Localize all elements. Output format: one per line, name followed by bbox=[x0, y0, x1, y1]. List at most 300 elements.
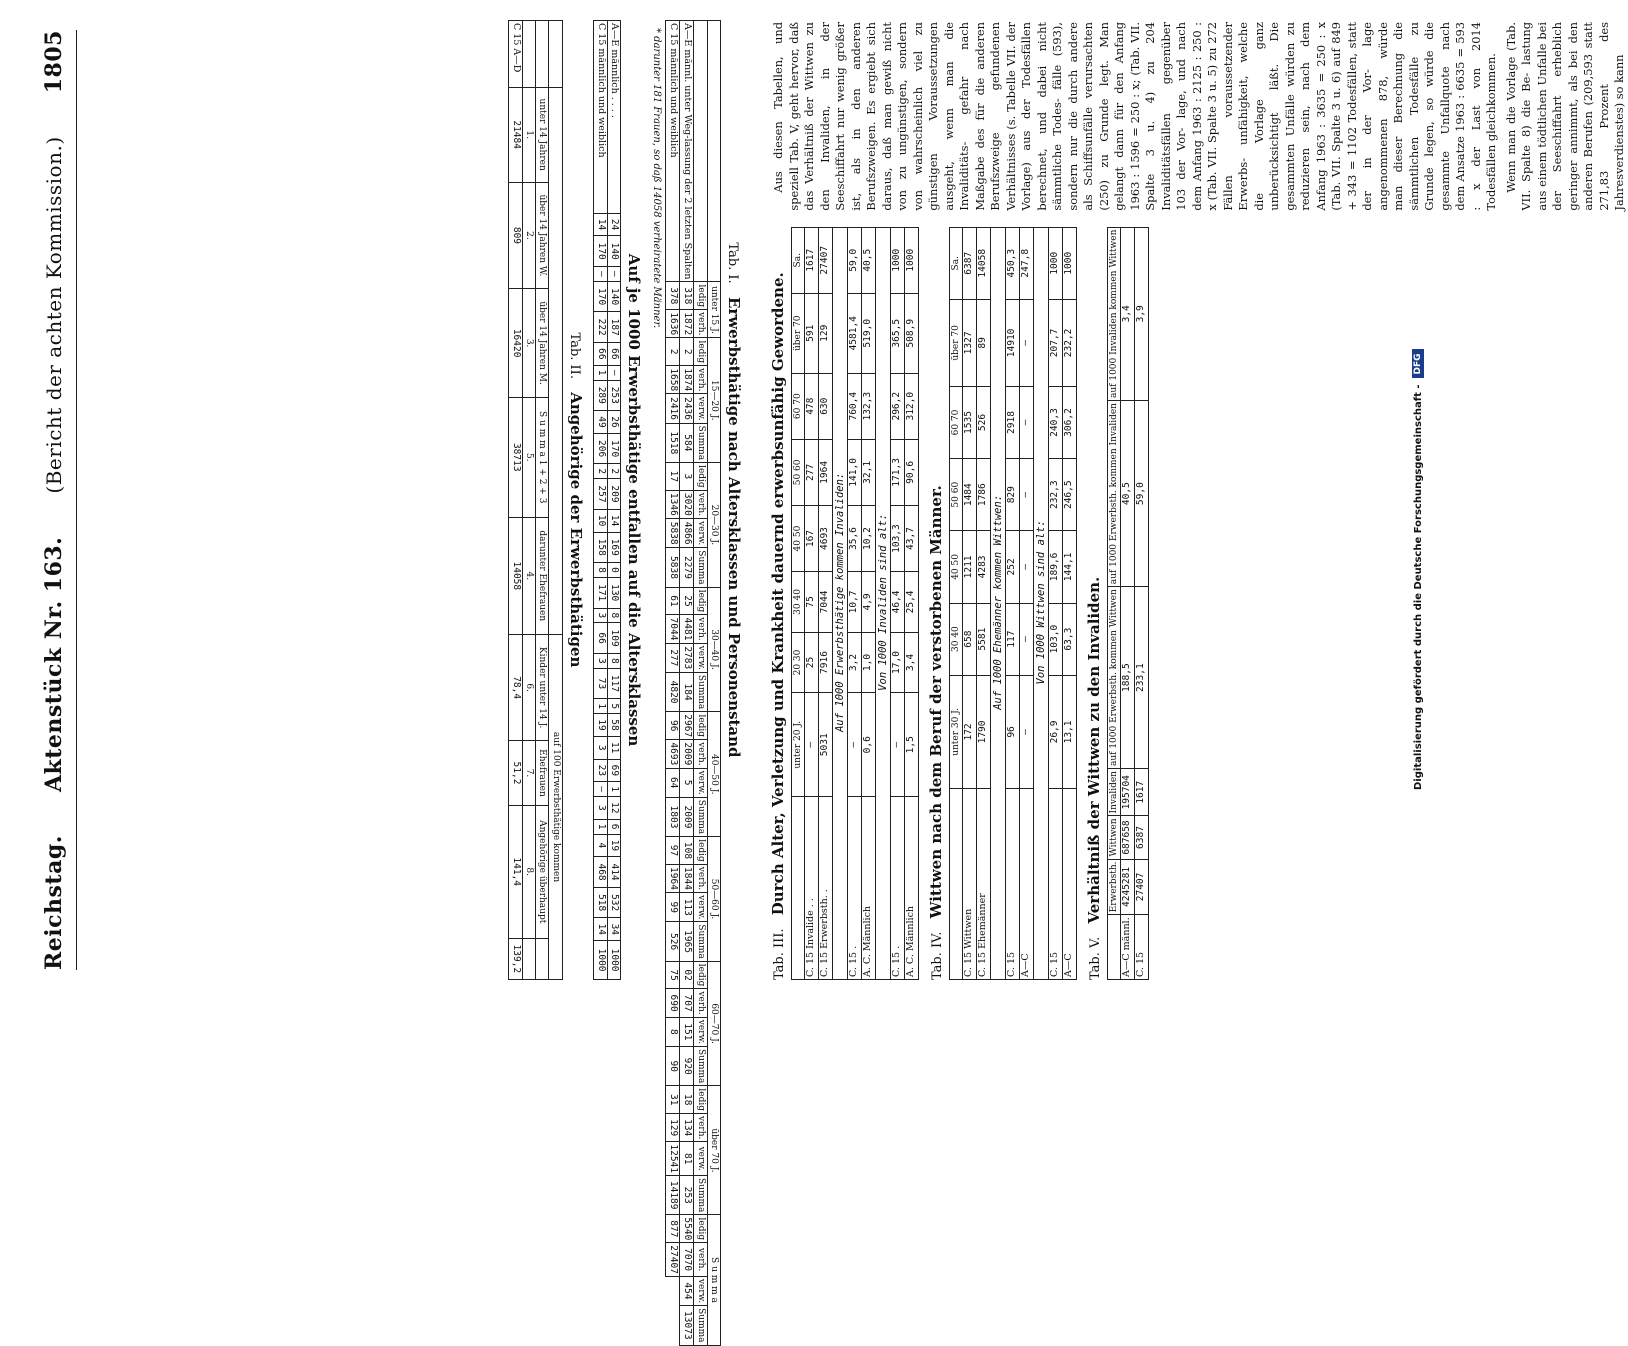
column-number: 6. bbox=[522, 635, 535, 741]
table-cell: 4 bbox=[593, 834, 607, 857]
table-cell: — bbox=[593, 782, 607, 797]
table-cell: 414 bbox=[607, 857, 621, 888]
table-cell: 8 bbox=[666, 1017, 680, 1046]
row-label: A. C. Männlich bbox=[862, 797, 876, 980]
table-cell: 1964 bbox=[819, 439, 833, 505]
table-cell: 3 bbox=[593, 608, 607, 623]
table-cell: 207,7 bbox=[1049, 299, 1063, 386]
table-header-row bbox=[535, 21, 548, 980]
column-header: Summa bbox=[694, 423, 707, 462]
column-header: Kinder unter 14 J. bbox=[535, 635, 548, 741]
table-cell: 4,9 bbox=[862, 572, 876, 633]
table-cell: 7044 bbox=[819, 572, 833, 633]
tab3-title bbox=[769, 227, 787, 980]
column-header: 60 70 bbox=[792, 373, 805, 439]
column-group-header: 50—60 J. bbox=[707, 837, 720, 962]
column-group-header: 40—50 J. bbox=[707, 712, 720, 837]
table-cell: 4820 bbox=[666, 672, 680, 711]
row-label: C 15 männlich und weiblich bbox=[666, 21, 680, 282]
table-cell: 43,7 bbox=[905, 505, 919, 571]
table-cell: 760,4 bbox=[848, 373, 862, 439]
table-cell: 1346 bbox=[666, 490, 680, 518]
table-cell: 16420 bbox=[508, 289, 522, 398]
table-cell: 222 bbox=[593, 312, 607, 343]
table-cell: 14189 bbox=[666, 1176, 680, 1215]
column-header: Sa. bbox=[950, 227, 963, 299]
table-cell: 141,0 bbox=[848, 439, 862, 505]
column-header: 20 30 bbox=[792, 632, 805, 693]
column-number-row bbox=[522, 21, 535, 980]
table-cell: 2279 bbox=[680, 548, 694, 587]
row-label: A—E männl. unter Weg-lassung der 2 letzten Spalten bbox=[680, 21, 694, 282]
column-header: 60 70 bbox=[950, 386, 963, 458]
table-cell: 4693 bbox=[819, 505, 833, 571]
column-header: verh. bbox=[694, 1243, 707, 1277]
table-cell: 171 bbox=[593, 577, 607, 608]
table-cell: 38713 bbox=[508, 397, 522, 517]
tab5-heading: Verhältniß der Wittwen zu den Invaliden. bbox=[1085, 576, 1103, 924]
table-cell: 1964 bbox=[666, 864, 680, 892]
table-cell: 40,5 bbox=[862, 227, 876, 293]
table-cell: 296,2 bbox=[891, 373, 905, 439]
table-cell: 169 bbox=[607, 532, 621, 563]
column-header: S u m m a 1 + 2 + 3 bbox=[535, 397, 548, 517]
table-cell: 19 bbox=[607, 834, 621, 857]
table-cell: 209 bbox=[607, 479, 621, 510]
table-corner bbox=[950, 789, 963, 980]
table-cell: 24 bbox=[607, 213, 621, 236]
table-cell: 26,9 bbox=[1049, 675, 1063, 788]
table-cell: 1000 bbox=[905, 227, 919, 293]
table-cell: 02 bbox=[680, 961, 694, 989]
tab3-label: Tab. III. bbox=[772, 928, 787, 980]
row-label: A—C bbox=[1020, 789, 1034, 980]
table-cell: — bbox=[1020, 299, 1034, 386]
table-row bbox=[607, 21, 621, 980]
column-header: verw. bbox=[694, 893, 707, 922]
table-cell: 4245281 bbox=[1121, 859, 1135, 915]
tab1-label: Tab. I. bbox=[725, 242, 740, 284]
table-cell: 232,2 bbox=[1063, 299, 1077, 386]
body-text bbox=[771, 22, 1626, 211]
table-cell: 1,0 bbox=[862, 632, 876, 693]
table-cell: 2 bbox=[607, 464, 621, 479]
column-group-header: 15—20 J. bbox=[707, 338, 720, 463]
table-cell: 184 bbox=[680, 672, 694, 711]
table-cell: 103,3 bbox=[891, 505, 905, 571]
column-header: Ehefrauen bbox=[535, 741, 548, 806]
table-row bbox=[508, 21, 522, 980]
table-cell: 690 bbox=[666, 989, 680, 1017]
tab1-table bbox=[665, 20, 721, 1346]
table-cell: 1327 bbox=[963, 299, 977, 386]
table-corner bbox=[792, 797, 805, 980]
table-cell: 7044 bbox=[666, 615, 680, 643]
column-header: Invaliden bbox=[1108, 769, 1121, 816]
table-cell: 454 bbox=[680, 1276, 694, 1305]
table-cell: 8 bbox=[607, 608, 621, 623]
row-label: A—C männl. bbox=[1121, 915, 1135, 980]
table-row bbox=[1020, 227, 1034, 979]
table-cell: 1872 bbox=[680, 310, 694, 338]
table-corner bbox=[549, 21, 562, 88]
table-cell: 378 bbox=[666, 282, 680, 310]
table-cell: — bbox=[848, 693, 862, 797]
table-cell: 1000 bbox=[1063, 227, 1077, 299]
table-cell: 312,0 bbox=[905, 373, 919, 439]
table-cell: 3,4 bbox=[1121, 227, 1135, 400]
table-header-row bbox=[1108, 227, 1121, 979]
column-header: 30 40 bbox=[950, 603, 963, 675]
table-cell: 167 bbox=[805, 505, 819, 571]
row-label: A. C. Männlich bbox=[905, 797, 919, 980]
table-cell: 4866 bbox=[680, 519, 694, 548]
column-group-header: S u m m a bbox=[707, 1215, 720, 1345]
table-cell: 75 bbox=[666, 961, 680, 989]
column-header: verw. bbox=[694, 1142, 707, 1176]
table-caption-row bbox=[1034, 227, 1049, 979]
table-cell: 90,6 bbox=[905, 439, 919, 505]
table-cell: 3,4 bbox=[905, 632, 919, 693]
column-header: Angehörige überhaupt bbox=[535, 805, 548, 938]
table-cell: 468 bbox=[593, 857, 607, 888]
table-cell: 7916 bbox=[819, 632, 833, 693]
tab5-label: Tab. V. bbox=[1088, 936, 1103, 980]
table-cell: 246,5 bbox=[1063, 459, 1077, 531]
column-number bbox=[522, 938, 535, 979]
column-header: ledig bbox=[694, 961, 707, 989]
table-cell: 141,4 bbox=[508, 805, 522, 938]
column-group-header: unter 15 J. bbox=[707, 282, 720, 338]
table-cell: 4581,4 bbox=[848, 293, 862, 373]
tab3-table bbox=[791, 227, 919, 980]
tab3-heading: Durch Alter, Verletzung und Krankheit dauernd erwerbsunfähig Gewordene. bbox=[769, 272, 787, 916]
column-group-header: 20—30 J. bbox=[707, 463, 720, 588]
table-caption-row bbox=[876, 227, 891, 979]
table-cell: 10,7 bbox=[848, 572, 862, 633]
column-header: verw. bbox=[694, 768, 707, 797]
table-cell: 171,3 bbox=[891, 439, 905, 505]
table-cell: 1000 bbox=[593, 941, 607, 980]
column-header: Summa bbox=[694, 922, 707, 961]
tab2-section bbox=[508, 20, 585, 980]
table-cell: — bbox=[1020, 675, 1034, 788]
tab4-title bbox=[927, 227, 945, 980]
column-group-header: über 70 J. bbox=[707, 1086, 720, 1215]
header-rule bbox=[76, 30, 77, 970]
table-cell: 1 bbox=[607, 782, 621, 797]
table-cell: 1484 bbox=[963, 459, 977, 531]
table-row bbox=[1063, 227, 1077, 979]
column-header: Wittwen bbox=[1108, 816, 1121, 859]
table-cell: 277 bbox=[666, 643, 680, 672]
table-cell: 508,9 bbox=[905, 293, 919, 373]
table-cell: 134 bbox=[680, 1114, 694, 1142]
table-cell: 32,1 bbox=[862, 439, 876, 505]
table-cell: 40,5 bbox=[1121, 401, 1135, 587]
table-cell: 532 bbox=[607, 887, 621, 918]
table-cell: 809 bbox=[508, 182, 522, 289]
column-header: Summa bbox=[694, 1306, 707, 1345]
tab5-section bbox=[1085, 227, 1149, 980]
column-header: verh. bbox=[694, 864, 707, 892]
table-cell: 2967 bbox=[680, 712, 694, 740]
table-cell: 170 bbox=[607, 433, 621, 464]
tab1-title bbox=[725, 20, 743, 980]
table-cell: 140 bbox=[607, 236, 621, 267]
table-cell: 64 bbox=[666, 768, 680, 797]
column-header: über 14 Jahren M. bbox=[535, 289, 548, 398]
column-header: verh. bbox=[694, 1114, 707, 1142]
table-row bbox=[593, 21, 607, 980]
table-cell: 81 bbox=[680, 1142, 694, 1176]
table-corner bbox=[522, 21, 535, 88]
table-cell: 78,4 bbox=[508, 635, 522, 741]
column-header: ledig bbox=[694, 712, 707, 740]
column-number: 7. bbox=[522, 741, 535, 806]
column-header: ledig bbox=[694, 338, 707, 366]
column-header bbox=[535, 938, 548, 979]
table-cell: 89 bbox=[977, 299, 991, 386]
table-cell: 247,8 bbox=[1020, 227, 1034, 299]
table-cell: 26 bbox=[607, 411, 621, 434]
table-cell: 130 bbox=[607, 577, 621, 608]
column-number: 1. bbox=[522, 87, 535, 182]
body-paragraph-1: Aus diesen Tabellen, und speziell Tab. V, geht hervor, daß das Verhältniß der Wittwen zu den Invaliden, in der Seeschiffahrt nur wenig größer ist, als in den anderen Berufszweigen. Es ergiebt sich daraus, daß man gewiß nicht von zu ungünstigen, sondern von wahrscheinlich viel zu günstigen Voraussetzungen ausgeht, wenn man die Invaliditäts- gefahr nach Maßgabe des für die anderen Berufszweige gefundenen Verhältnisses (s. Tabelle VII. der Vorlage) aus der Todesfällen berechnet, und dabei nicht sämmtliche Todes- fälle (593), sondern nur die durch andere als Schiffsunfälle verursachten (250) zu Grunde legt. Man gelangt dann für den Anfang 1963 : 1596 = 250 : x; (Tab. VII. Spalte 3 u. 4) zu 204 Invaliditätsfällen gegenüber 103 der Vor- lage, und nach dem Anfang 1963 : 2125 : 250 : x (Tab. VII. Spalte 3 u. 5) zu 272 Fällen voraussetzender Erwerbs- unfähigkeit, welche die Vorlage ganz unberücksichtigt läßt. Die gesammten Unfälle würden zu reduzieren sein, nach dem Anfang 1963 : 3635 = 250 : x (Tab. VII. Spalte 3 u. 6) auf 849 + 343 = 1102 Todesfällen, statt der in der Vor- lage angenommenen 878, würde man dieser Berechnung die sämmtlichen Todesfälle zu Grunde legen, so würde die gesammte Unfallquote nach dem Ansatze 1963 : 6635 = 593 : x der Last von 2014 Todesfällen gleichkommen. bbox=[771, 22, 1498, 211]
table-cell: 18 bbox=[680, 1086, 694, 1114]
row-label: A—E männlich . . . . bbox=[607, 21, 621, 214]
table-cell: — bbox=[891, 693, 905, 797]
table-cell: 1617 bbox=[1135, 769, 1149, 816]
table-cell: 49 bbox=[593, 411, 607, 434]
tab1-footnote: * darunter 181 Frauen, so daß 14058 verheiratete Männer. bbox=[651, 28, 663, 329]
table-cell: 1803 bbox=[666, 797, 680, 836]
tab1b-title: Auf je 1000 Erwerbsthätige entfallen auf die Altersklassen bbox=[625, 253, 644, 747]
table-cell: 132,3 bbox=[862, 373, 876, 439]
column-header: ledig bbox=[694, 1086, 707, 1114]
table-cell: 3 bbox=[593, 736, 607, 759]
table-cell: 232,3 bbox=[1049, 459, 1063, 531]
table-cell: 12 bbox=[607, 797, 621, 820]
body-paragraph-2: Wenn man die Vorlage (Tab. VII. Spalte 8) die Be- lastung aus einem tödtlichen Unfalle bei der Seeschiffahrt erheblich geringer annimmt, als bei den anderen Berufen (209,593 statt 271,83 Prozent des Jahresverdienstes) so kann bbox=[1503, 22, 1626, 211]
table-cell: — bbox=[1020, 386, 1034, 458]
table-cell: 1790 bbox=[977, 675, 991, 788]
column-header: unter 30 J. bbox=[950, 675, 963, 788]
table-cell: 59,0 bbox=[848, 227, 862, 293]
table-row bbox=[805, 227, 819, 979]
dfg-logo: DFG bbox=[1412, 349, 1424, 378]
table-cell: 8 bbox=[607, 653, 621, 668]
table-cell: 27407 bbox=[1135, 859, 1149, 915]
column-header: verw. bbox=[694, 519, 707, 548]
table-cell: 253 bbox=[607, 380, 621, 411]
table-cell: 630 bbox=[819, 373, 833, 439]
table-cell: 2009 bbox=[680, 740, 694, 768]
table-cell: 2416 bbox=[666, 394, 680, 423]
row-label: C. 15 Ehemänner bbox=[977, 789, 991, 980]
table-corner bbox=[707, 21, 720, 282]
header-commission: (Bericht der achten Kommission.) bbox=[42, 136, 66, 494]
table-cell: 113 bbox=[680, 893, 694, 922]
column-header: ledig bbox=[694, 587, 707, 615]
column-header: 40 50 bbox=[792, 505, 805, 571]
table-cell: 13073 bbox=[680, 1306, 694, 1345]
table-row bbox=[1135, 227, 1149, 979]
row-caption: Auf 1000 Ehemänner kommen Wittwen: bbox=[991, 227, 1006, 979]
table-cell: 0,6 bbox=[862, 693, 876, 797]
table-cell: 707 bbox=[680, 989, 694, 1017]
table-cell: 14 bbox=[593, 213, 607, 236]
table-row bbox=[862, 227, 876, 979]
tab5-title bbox=[1085, 227, 1103, 980]
table-cell: 518 bbox=[593, 887, 607, 918]
table-cell: 1000 bbox=[891, 227, 905, 293]
table-cell: 277 bbox=[805, 439, 819, 505]
column-header: verw. bbox=[694, 1017, 707, 1046]
table-cell: 66 bbox=[593, 623, 607, 654]
column-header: Summa bbox=[694, 548, 707, 587]
table-cell: 1786 bbox=[977, 459, 991, 531]
table-cell: 108 bbox=[680, 837, 694, 865]
table-cell: 11 bbox=[607, 736, 621, 759]
table-cell: 5 bbox=[680, 768, 694, 797]
table-cell: 1518 bbox=[666, 423, 680, 462]
column-header: auf 1000 Erwerbsth. kommen Wittwen bbox=[1108, 587, 1121, 769]
column-number: 5. bbox=[522, 397, 535, 517]
row-label: C. 15 . bbox=[848, 797, 862, 980]
tab2-title bbox=[567, 20, 585, 980]
row-label: C. 15 bbox=[1006, 789, 1020, 980]
table-cell: — bbox=[607, 365, 621, 380]
table-cell: — bbox=[1020, 603, 1034, 675]
table-cell: 240,3 bbox=[1049, 386, 1063, 458]
table-cell: 129 bbox=[666, 1114, 680, 1142]
table-cell: 1658 bbox=[666, 366, 680, 394]
column-header: Summa bbox=[694, 797, 707, 836]
table-cell: 365,5 bbox=[891, 293, 905, 373]
tab5-table bbox=[1107, 227, 1149, 980]
table-cell: 2 bbox=[666, 338, 680, 366]
column-number: 8. bbox=[522, 805, 535, 938]
table-cell: 478 bbox=[805, 373, 819, 439]
row-label: C. 15 . bbox=[891, 797, 905, 980]
table-cell: 2918 bbox=[1006, 386, 1020, 458]
table-cell: 31 bbox=[666, 1086, 680, 1114]
table-cell: 2 bbox=[593, 464, 607, 479]
row-label: C. 15 Invalide . . bbox=[805, 797, 819, 980]
table-cell: 7070 bbox=[680, 1243, 694, 1277]
column-header: verh. bbox=[694, 366, 707, 394]
table-cell: 172 bbox=[963, 675, 977, 788]
table-cell: 257 bbox=[593, 479, 607, 510]
table-cell: 158 bbox=[593, 532, 607, 563]
table-header-row bbox=[950, 227, 963, 979]
tab4-heading: Wittwen nach dem Beruf der verstorbenen Männer. bbox=[927, 485, 945, 919]
column-header: Sa. bbox=[792, 227, 805, 293]
table-row bbox=[905, 227, 919, 979]
table-cell: 5031 bbox=[819, 693, 833, 797]
column-header: 40 50 bbox=[950, 531, 963, 603]
left-column bbox=[100, 8, 755, 1343]
table-cell: — bbox=[805, 693, 819, 797]
table-row bbox=[680, 21, 694, 1346]
right-tables-column bbox=[765, 227, 1405, 980]
table-caption-row bbox=[833, 227, 848, 979]
table-cell: 99 bbox=[666, 893, 680, 922]
table-row bbox=[1121, 227, 1135, 979]
table-cell: 14058 bbox=[508, 517, 522, 635]
table-cell: 526 bbox=[666, 922, 680, 961]
table-cell: 58 bbox=[607, 714, 621, 737]
table-cell: 450,3 bbox=[1006, 227, 1020, 299]
table-row bbox=[848, 227, 862, 979]
table-cell: 170 bbox=[593, 281, 607, 312]
table-cell: 6387 bbox=[963, 227, 977, 299]
column-header: verh. bbox=[694, 989, 707, 1017]
table-cell: 8 bbox=[593, 563, 607, 578]
table-cell: 2783 bbox=[680, 643, 694, 672]
table-cell: 2 bbox=[680, 338, 694, 366]
table-cell: 526 bbox=[977, 386, 991, 458]
table-cell: 6 bbox=[607, 819, 621, 834]
table-cell: 5 bbox=[607, 699, 621, 714]
row-label: C. 15 Wittwen bbox=[963, 789, 977, 980]
table-cell: 2009 bbox=[680, 797, 694, 836]
table-cell: 4481 bbox=[680, 615, 694, 643]
table-spacer bbox=[549, 87, 562, 634]
table-corner bbox=[535, 21, 548, 88]
table-cell: — bbox=[1020, 459, 1034, 531]
column-header: über 70 bbox=[792, 293, 805, 373]
table-cell: 75 bbox=[805, 572, 819, 633]
row-label: C. 15 bbox=[1135, 915, 1149, 980]
table-cell: 59,0 bbox=[1135, 401, 1149, 587]
table-cell: 17 bbox=[666, 463, 680, 491]
table-cell: 2436 bbox=[680, 394, 694, 423]
table-cell: 3 bbox=[680, 463, 694, 491]
tab4-section bbox=[927, 227, 1077, 980]
tab2-heading: Angehörige der Erwerbsthätigen bbox=[566, 392, 585, 668]
column-header: verh. bbox=[694, 740, 707, 768]
table-cell: 1844 bbox=[680, 864, 694, 892]
column-header: unter 14 Jahren bbox=[535, 87, 548, 182]
column-header: verw. bbox=[694, 1276, 707, 1305]
table-cell: 97 bbox=[666, 837, 680, 865]
table-cell: 117 bbox=[1006, 603, 1020, 675]
table-cell: 188,5 bbox=[1121, 587, 1135, 769]
table-cell: 46,4 bbox=[891, 572, 905, 633]
table-cell: 10 bbox=[593, 509, 607, 532]
table-cell: 1617 bbox=[805, 227, 819, 293]
table-cell: 233,1 bbox=[1135, 587, 1149, 769]
tab2-label: Tab. II. bbox=[566, 332, 582, 379]
table-cell: 5540 bbox=[680, 1215, 694, 1243]
table-cell: 96 bbox=[1006, 675, 1020, 788]
column-header: über 70 bbox=[950, 299, 963, 386]
table-subheader-row bbox=[694, 21, 707, 1346]
column-header: verh. bbox=[694, 615, 707, 643]
tab1b-table bbox=[593, 20, 622, 980]
table-cell: 1 bbox=[593, 365, 607, 380]
table-row bbox=[977, 227, 991, 979]
table-cell: 10,2 bbox=[862, 505, 876, 571]
table-cell: 14058 bbox=[977, 227, 991, 299]
table-row bbox=[963, 227, 977, 979]
table-cell: 103,0 bbox=[1049, 603, 1063, 675]
table-cell: 5581 bbox=[977, 603, 991, 675]
row-caption: Auf 1000 Erwerbsthätige kommen Invaliden: bbox=[833, 227, 848, 979]
table-cell: 13,1 bbox=[1063, 675, 1077, 788]
